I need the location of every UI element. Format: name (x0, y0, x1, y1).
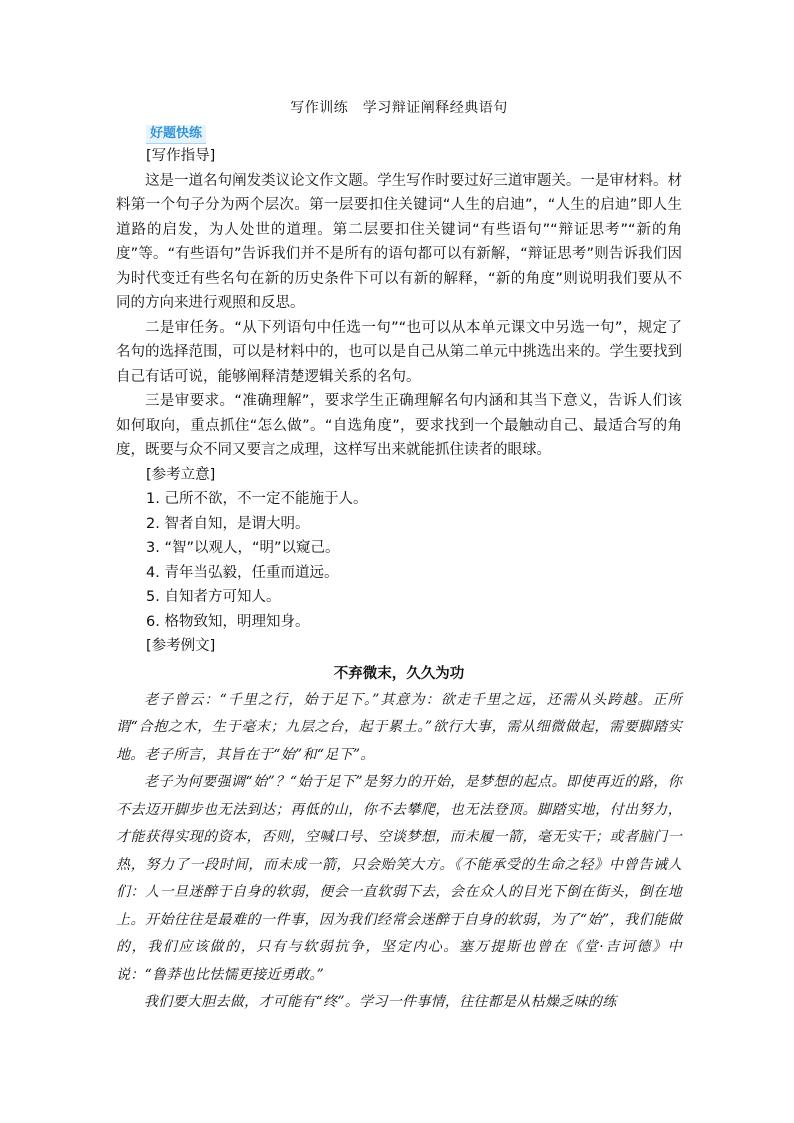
essay-title: 不弃微末，久久为功 (333, 665, 465, 682)
essay-paragraph: 老子曾云：“千里之行，始于足下。”其意为：欲走千里之远，还需从头跨越。正所谓“合抱之木，生于毫末；九层之台，起于累土。”欲行大事，需从细微做起，需要脚踏实地。老子所言，其旨在于“始”和“足下”。 (116, 691, 682, 763)
document-content (116, 96, 682, 1017)
essay-paragraph: 老子为何要强调“始”？“始于足下”是努力的开始，是梦想的起点。即使再近的路，你不去迈开脚步也无法到达；再低的山，你不去攀爬，也无法登顶。脚踏实地，付出努力，才能获得实现的资本，否则，空喊口号、空谈梦想，而未履一箭，毫无实干；或者脑门一热，努力了一段时间，而未成一箭，只会贻笑大方。《不能承受的生命之轻》中曾告诫人们：人一旦迷醉于自身的软弱，便会一直软弱下去，会在众人的目光下倒在街头，倒在地上。开始往往是最难的一件事，因为我们经常会迷醉于自身的软弱，为了“始”，我们能做的，我们应该做的，只有与软弱抗争，坚定内心。塞万提斯也曾在《堂·吉诃德》中说：“鲁莽也比怯懦更接近勇敢。” (116, 774, 682, 983)
idea-item: 4. 青年当弘毅，任重而道远。 (146, 564, 339, 581)
idea-item: 2. 智者自知，是谓大明。 (146, 515, 310, 532)
guide-heading: [写作指导] (146, 148, 216, 164)
idea-list (116, 487, 682, 634)
section-tag: 好题快练 (146, 125, 206, 144)
page-title: 写作训练 学习辩证阐释经典语句 (290, 100, 508, 116)
essay-paragraph: 我们要大胆去做，才可能有“终”。学习一件事情，往往都是从枯燥乏味的练 (144, 994, 617, 1010)
sample-heading: [参考例文] (146, 638, 216, 654)
idea-heading: [参考立意] (146, 466, 216, 483)
idea-item: 5. 自知者方可知人。 (146, 589, 281, 605)
idea-item: 3. “智”以观人，“明”以窥己。 (146, 540, 340, 556)
idea-item: 6. 格物致知，明理知身。 (146, 613, 310, 630)
guide-paragraph: 三是审要求。“准确理解”，要求学生正确理解名句内涵和其当下意义，告诉人们该如何取向，重点抓住“怎么做”。“自选角度”，要求找到一个最触动自己、最适合写的角度，既要与众不同又要言之成理，这样写出来就能抓住读者的眼球。 (116, 393, 682, 458)
guide-paragraph: 这是一道名句阐发类议论文作文题。学生写作时要过好三道审题关。一是审材料。材料第一个句子分为两个层次。第一层要扣住关键词“人生的启迪”，“人生的启迪”即人生道路的启发，为人处世的道理。第二层要扣住关键词“有些语句”“辩证思考”“新的角度”等。“有些语句”告诉我们并不是所有的语句都可以有新解，“辩证思考”则告诉我们因为时代变迁有些名句在新的历史条件下可以有新的解释，“新的角度”则说明我们要从不同的方向来进行观照和反思。 (116, 172, 682, 311)
idea-item: 1. 己所不欲，不一定不能施于人。 (146, 491, 368, 507)
guide-paragraph: 二是审任务。“从下列语句中任选一句”“也可以从本单元课文中另选一句”，规定了名句的选择范围，可以是材料中的，也可以是自己从第二单元中挑选出来的。学生要找到自己有话可说，能够阐释清楚逻辑关系的名句。 (116, 319, 682, 385)
tag-row (116, 122, 682, 144)
